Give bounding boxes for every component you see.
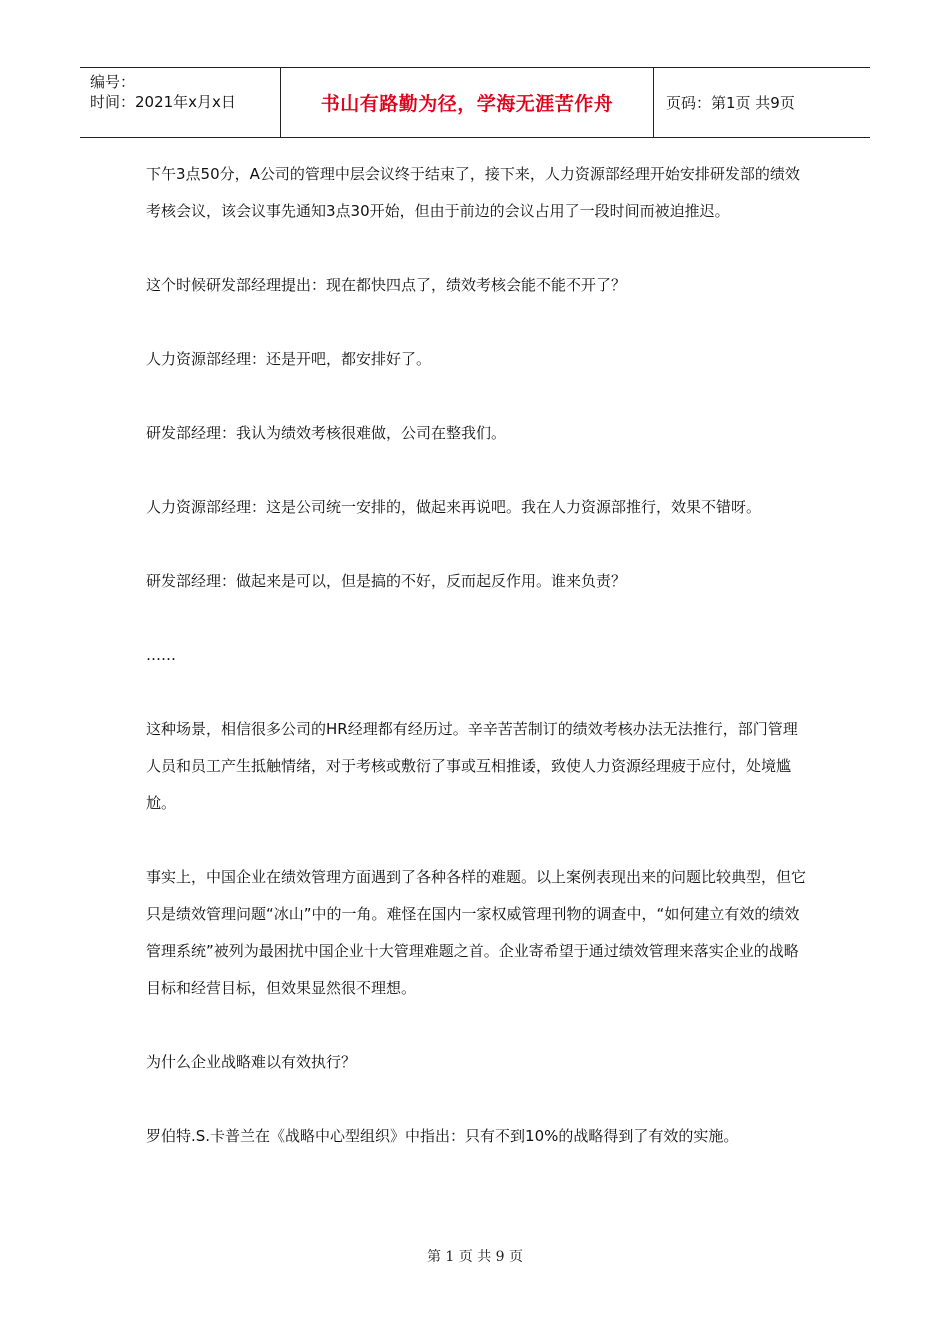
ellipsis-paragraph: …… xyxy=(146,646,176,664)
paragraph: 为什么企业战略难以有效执行？ xyxy=(146,1053,357,1071)
document-number-label: 编号： xyxy=(90,73,136,91)
document-date-label: 时间：2021年x月x日 xyxy=(90,93,236,111)
paragraph: 人力资源部经理：还是开吧，都安排好了。 xyxy=(146,350,432,368)
header-info-cell xyxy=(80,68,281,137)
paragraph: 这种场景，相信很多公司的HR经理都有经历过。辛辛苦苦制订的绩效考核办法无法推行，部门管理人员和员工产生抵触情绪，对于考核或敷衍了事或互相推诿，致使人力资源经理疲于应付，处境尴尬。 xyxy=(146,720,798,812)
paragraph: 罗伯特.S.卡普兰在《战略中心型组织》中指出：只有不到10%的战略得到了有效的实施。 xyxy=(146,1127,739,1145)
paragraph: 下午3点50分，A公司的管理中层会议终于结束了，接下来，人力资源部经理开始安排研发部的绩效考核会议，该会议事先通知3点30开始，但由于前边的会议占用了一段时间而被迫推迟。 xyxy=(146,165,800,220)
header-motto: 书山有路勤为径，学海无涯苦作舟 xyxy=(281,68,654,137)
page-footer: 第 1 页 共 9 页 xyxy=(426,1249,524,1265)
paragraph: 研发部经理：做起来是可以，但是搞的不好，反而起反作用。谁来负责？ xyxy=(146,572,627,590)
document-body xyxy=(146,156,806,1192)
paragraph: 研发部经理：我认为绩效考核很难做，公司在整我们。 xyxy=(146,424,507,442)
header-page-number: 页码：第1页 共9页 xyxy=(666,94,795,112)
page-header xyxy=(80,67,870,138)
paragraph: 事实上，中国企业在绩效管理方面遇到了各种各样的难题。以上案例表现出来的问题比较典型，但它只是绩效管理问题“冰山”中的一角。难怪在国内一家权威管理刊物的调查中，“如何建立有效的绩效管理系统”被列为最困扰中国企业十大管理难题之首。企业寄希望于通过绩效管理来落实企业的战略目标和经营目标，但效果显然很不理想。 xyxy=(146,868,807,997)
paragraph: 这个时候研发部经理提出：现在都快四点了，绩效考核会能不能不开了？ xyxy=(146,276,627,294)
paragraph: 人力资源部经理：这是公司统一安排的，做起来再说吧。我在人力资源部推行，效果不错呀。 xyxy=(146,498,762,516)
